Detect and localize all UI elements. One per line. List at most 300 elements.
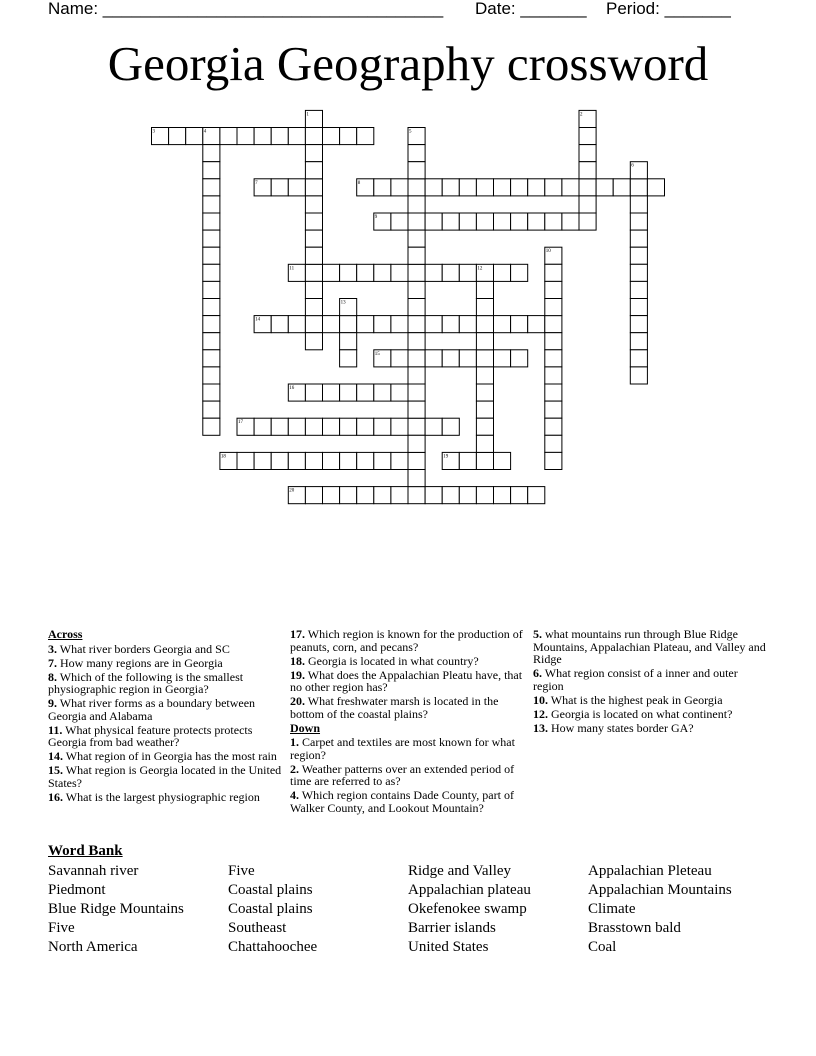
across-clue bbox=[48, 697, 282, 722]
crossword-cell[interactable] bbox=[340, 452, 357, 469]
crossword-cell[interactable] bbox=[630, 281, 647, 298]
word-bank-entry: Coastal plains bbox=[228, 901, 313, 917]
crossword-cell[interactable] bbox=[408, 435, 425, 452]
down-clue bbox=[533, 628, 769, 666]
crossword-cell[interactable] bbox=[459, 316, 476, 333]
down-clue bbox=[533, 667, 769, 692]
crossword-cell[interactable] bbox=[288, 418, 305, 435]
crossword-cell[interactable] bbox=[340, 316, 357, 333]
crossword-cell[interactable] bbox=[494, 350, 511, 367]
clue-number: 16. bbox=[48, 789, 63, 804]
crossword-cell[interactable] bbox=[374, 487, 391, 504]
clue-number: 13. bbox=[533, 720, 548, 735]
across-heading: Across bbox=[48, 627, 83, 641]
crossword-cell[interactable] bbox=[391, 418, 408, 435]
page-title: Georgia Geography crossword bbox=[107, 36, 709, 91]
clue-number: 9. bbox=[48, 696, 57, 710]
crossword-cell[interactable] bbox=[305, 162, 322, 179]
crossword-cell[interactable] bbox=[562, 213, 579, 230]
clue-text: What river forms as a boundary between Georgia and Alabama bbox=[48, 696, 256, 723]
crossword-cell[interactable] bbox=[203, 196, 220, 213]
across-clue bbox=[48, 791, 282, 804]
crossword-cell[interactable] bbox=[476, 213, 493, 230]
crossword-cell[interactable] bbox=[545, 333, 562, 350]
crossword-cell[interactable] bbox=[305, 247, 322, 264]
crossword-cell[interactable] bbox=[203, 316, 220, 333]
crossword-cell[interactable] bbox=[476, 179, 493, 196]
down-clue bbox=[533, 722, 769, 735]
crossword-cell[interactable] bbox=[391, 384, 408, 401]
across-clue bbox=[48, 657, 282, 670]
cell-number-label: 18 bbox=[220, 454, 226, 460]
crossword-cell[interactable] bbox=[305, 264, 322, 281]
crossword-cell[interactable] bbox=[408, 179, 425, 196]
crossword-cell[interactable] bbox=[476, 367, 493, 384]
crossword-cell[interactable] bbox=[237, 128, 254, 145]
crossword-cell[interactable] bbox=[203, 384, 220, 401]
across-clue bbox=[290, 655, 526, 668]
down-clues-column-3 bbox=[533, 628, 769, 736]
crossword-cell[interactable] bbox=[494, 213, 511, 230]
crossword-cell[interactable] bbox=[374, 264, 391, 281]
crossword-cell[interactable] bbox=[545, 418, 562, 435]
crossword-cell[interactable] bbox=[528, 316, 545, 333]
clue-text: Which region contains Dade County, part of Walker County, and Lookout Mountain? bbox=[290, 788, 514, 815]
crossword-cell[interactable] bbox=[271, 179, 288, 196]
clue-number: 18. bbox=[290, 653, 305, 668]
clue-number: 11. bbox=[48, 722, 63, 737]
across-clues-column-2 bbox=[290, 628, 526, 816]
crossword-cell[interactable] bbox=[545, 367, 562, 384]
crossword-cell[interactable] bbox=[442, 179, 459, 196]
crossword-cell[interactable] bbox=[408, 281, 425, 298]
clue-number: 14. bbox=[48, 749, 63, 763]
crossword-cell[interactable] bbox=[271, 128, 288, 145]
cell-number-label: 20 bbox=[289, 488, 295, 494]
crossword-cell[interactable] bbox=[562, 179, 579, 196]
crossword-cell[interactable] bbox=[630, 196, 647, 213]
crossword-cell[interactable] bbox=[374, 418, 391, 435]
across-clue bbox=[290, 628, 526, 653]
down-clue bbox=[290, 763, 526, 788]
crossword-cell[interactable] bbox=[288, 179, 305, 196]
crossword-cell[interactable] bbox=[545, 213, 562, 230]
clue-number: 10. bbox=[533, 692, 548, 707]
word-bank-entry: Okefenokee swamp bbox=[408, 901, 527, 917]
crossword-cell[interactable] bbox=[442, 264, 459, 281]
clue-text: What physical feature protects protects Georgia from bad weather? bbox=[48, 722, 253, 749]
crossword-cell[interactable] bbox=[511, 179, 528, 196]
word-bank-entry: Brasstown bald bbox=[588, 920, 681, 936]
across-clue bbox=[290, 669, 526, 694]
crossword-cell[interactable] bbox=[425, 179, 442, 196]
crossword-cell[interactable] bbox=[459, 350, 476, 367]
crossword-cell[interactable] bbox=[288, 316, 305, 333]
crossword-cell[interactable] bbox=[459, 487, 476, 504]
crossword-cell[interactable] bbox=[545, 299, 562, 316]
crossword-cell[interactable] bbox=[408, 162, 425, 179]
clue-text: Which region is known for the production of peanuts, corn, and pecans? bbox=[290, 627, 523, 654]
crossword-cell[interactable] bbox=[442, 350, 459, 367]
crossword-cell[interactable] bbox=[254, 128, 271, 145]
crossword-cell[interactable] bbox=[476, 384, 493, 401]
crossword-cell[interactable] bbox=[203, 247, 220, 264]
crossword-cell[interactable] bbox=[203, 418, 220, 435]
crossword-cell[interactable] bbox=[545, 350, 562, 367]
crossword-cell[interactable] bbox=[476, 401, 493, 418]
crossword-cell[interactable] bbox=[340, 333, 357, 350]
across-clues-column-1 bbox=[48, 628, 282, 805]
crossword-cell[interactable] bbox=[408, 350, 425, 367]
crossword-cell[interactable] bbox=[630, 367, 647, 384]
name-field-label: Name: ____________________________________ bbox=[48, 0, 444, 18]
word-bank-entry: Coastal plains bbox=[228, 882, 313, 898]
crossword-cell[interactable] bbox=[511, 264, 528, 281]
crossword-cell[interactable] bbox=[442, 316, 459, 333]
crossword-cell[interactable] bbox=[408, 333, 425, 350]
clue-number: 15. bbox=[48, 763, 63, 777]
word-bank-entry: Piedmont bbox=[48, 882, 106, 898]
crossword-cell[interactable] bbox=[459, 452, 476, 469]
crossword-cell[interactable] bbox=[408, 384, 425, 401]
crossword-cell[interactable] bbox=[476, 418, 493, 435]
cell-number-label: 10 bbox=[545, 249, 551, 255]
crossword-cell[interactable] bbox=[340, 350, 357, 367]
crossword-cell[interactable] bbox=[220, 128, 237, 145]
crossword-cell[interactable] bbox=[305, 333, 322, 350]
crossword-cell[interactable] bbox=[340, 487, 357, 504]
crossword-cell[interactable] bbox=[288, 128, 305, 145]
crossword-cell[interactable] bbox=[323, 264, 340, 281]
crossword-cell[interactable] bbox=[545, 264, 562, 281]
crossword-cell[interactable] bbox=[203, 264, 220, 281]
crossword-cell[interactable] bbox=[459, 213, 476, 230]
word-bank-entry: Appalachian plateau bbox=[408, 882, 531, 898]
crossword-cell[interactable] bbox=[305, 384, 322, 401]
crossword-cell[interactable] bbox=[203, 230, 220, 247]
crossword-cell[interactable] bbox=[408, 487, 425, 504]
cell-number-label: 3 bbox=[152, 129, 155, 135]
crossword-cell[interactable] bbox=[528, 179, 545, 196]
crossword-cell[interactable] bbox=[186, 128, 203, 145]
crossword-cell[interactable] bbox=[476, 350, 493, 367]
crossword-cell[interactable] bbox=[357, 384, 374, 401]
crossword-cell[interactable] bbox=[408, 196, 425, 213]
crossword-cell[interactable] bbox=[476, 299, 493, 316]
cell-number-label: 16 bbox=[289, 386, 295, 391]
crossword-cell[interactable] bbox=[408, 401, 425, 418]
crossword-cell[interactable] bbox=[630, 213, 647, 230]
crossword-cell[interactable] bbox=[630, 299, 647, 316]
cell-number-label: 12 bbox=[477, 266, 483, 272]
crossword-cell[interactable] bbox=[596, 179, 613, 196]
crossword-cell[interactable] bbox=[545, 316, 562, 333]
crossword-cell[interactable] bbox=[425, 264, 442, 281]
crossword-cell[interactable] bbox=[305, 128, 322, 145]
crossword-cell[interactable] bbox=[408, 145, 425, 162]
cell-number-label: 13 bbox=[340, 300, 346, 306]
word-bank-entry: Chattahoochee bbox=[228, 939, 318, 955]
down-clue bbox=[533, 694, 769, 707]
crossword-cell[interactable] bbox=[528, 487, 545, 504]
crossword-cell[interactable] bbox=[203, 299, 220, 316]
word-bank-entry: Barrier islands bbox=[408, 920, 496, 936]
crossword-cell[interactable] bbox=[203, 179, 220, 196]
crossword-cell[interactable] bbox=[579, 128, 596, 145]
crossword-cell[interactable] bbox=[288, 452, 305, 469]
word-bank-entry: Appalachian Pleteau bbox=[588, 863, 712, 879]
crossword-cell[interactable] bbox=[545, 435, 562, 452]
crossword-cell[interactable] bbox=[476, 316, 493, 333]
cell-number-label: 1 bbox=[306, 112, 309, 118]
crossword-cell[interactable] bbox=[630, 247, 647, 264]
crossword-cell[interactable] bbox=[425, 350, 442, 367]
crossword-cell[interactable] bbox=[391, 213, 408, 230]
word-bank-entry: Savannah river bbox=[48, 863, 139, 879]
crossword-cell[interactable] bbox=[357, 264, 374, 281]
word-bank-entry: Southeast bbox=[228, 920, 287, 936]
crossword-cell[interactable] bbox=[323, 487, 340, 504]
crossword-cell[interactable] bbox=[203, 350, 220, 367]
across-clue bbox=[48, 724, 282, 749]
crossword-cell[interactable] bbox=[545, 281, 562, 298]
crossword-cell[interactable] bbox=[391, 264, 408, 281]
crossword-cell[interactable] bbox=[323, 316, 340, 333]
crossword-cell[interactable] bbox=[340, 264, 357, 281]
crossword-cell[interactable] bbox=[408, 452, 425, 469]
period-field-label: Period: _______ bbox=[606, 0, 731, 18]
crossword-cell[interactable] bbox=[305, 179, 322, 196]
word-bank-entry: Blue Ridge Mountains bbox=[48, 901, 184, 917]
clue-text: What region is Georgia located in the United States? bbox=[48, 763, 282, 790]
down-clue bbox=[290, 789, 526, 814]
crossword-cell[interactable] bbox=[323, 418, 340, 435]
crossword-cell[interactable] bbox=[203, 213, 220, 230]
crossword-cell[interactable] bbox=[203, 333, 220, 350]
crossword-cell[interactable] bbox=[408, 264, 425, 281]
crossword-cell[interactable] bbox=[305, 299, 322, 316]
across-clue bbox=[48, 671, 282, 696]
word-bank-entry: Appalachian Mountains bbox=[588, 882, 732, 898]
crossword-cell[interactable] bbox=[271, 418, 288, 435]
clue-text: What region of in Georgia has the most rain bbox=[65, 749, 277, 763]
crossword-cell[interactable] bbox=[323, 452, 340, 469]
crossword-cell[interactable] bbox=[459, 264, 476, 281]
crossword-cell[interactable] bbox=[305, 418, 322, 435]
word-bank-entry: United States bbox=[408, 939, 489, 955]
crossword-cell[interactable] bbox=[511, 213, 528, 230]
crossword-cell[interactable] bbox=[305, 281, 322, 298]
crossword-cell[interactable] bbox=[408, 213, 425, 230]
clue-text: What region consist of a inner and outer region bbox=[533, 666, 738, 693]
crossword-cell[interactable] bbox=[254, 418, 271, 435]
cell-number-label: 17 bbox=[238, 420, 243, 426]
crossword-cell[interactable] bbox=[442, 418, 459, 435]
crossword-cell[interactable] bbox=[391, 316, 408, 333]
cell-number-label: 14 bbox=[255, 317, 261, 323]
crossword-cell[interactable] bbox=[630, 333, 647, 350]
clue-number: 17. bbox=[290, 627, 305, 641]
crossword-cell[interactable] bbox=[511, 316, 528, 333]
crossword-cell[interactable] bbox=[476, 281, 493, 298]
cell-number-label: 2 bbox=[580, 112, 583, 118]
crossword-cell[interactable] bbox=[374, 316, 391, 333]
crossword-cell[interactable] bbox=[203, 401, 220, 418]
crossword-cell[interactable] bbox=[237, 452, 254, 469]
crossword-cell[interactable] bbox=[271, 316, 288, 333]
clue-text: Carpet and textiles are most known for what region? bbox=[290, 735, 515, 762]
crossword-cell[interactable] bbox=[357, 418, 374, 435]
crossword-cell[interactable] bbox=[408, 299, 425, 316]
crossword-cell[interactable] bbox=[323, 384, 340, 401]
crossword-cell[interactable] bbox=[579, 179, 596, 196]
crossword-cell[interactable] bbox=[323, 128, 340, 145]
crossword-cell[interactable] bbox=[408, 247, 425, 264]
crossword-cell[interactable] bbox=[305, 452, 322, 469]
crossword-cell[interactable] bbox=[442, 213, 459, 230]
clue-text: what mountains run through Blue Ridge Mountains, Appalachian Plateau, and Valley and Ridge bbox=[533, 627, 766, 666]
crossword-cell[interactable] bbox=[254, 452, 271, 469]
crossword-cell[interactable] bbox=[391, 179, 408, 196]
crossword-cell[interactable] bbox=[545, 401, 562, 418]
crossword-cell[interactable] bbox=[305, 230, 322, 247]
clue-number: 2. bbox=[290, 761, 299, 776]
crossword-cell[interactable] bbox=[630, 316, 647, 333]
crossword-cell[interactable] bbox=[494, 179, 511, 196]
crossword-cell[interactable] bbox=[476, 452, 493, 469]
crossword-cell[interactable] bbox=[305, 487, 322, 504]
crossword-cell[interactable] bbox=[630, 350, 647, 367]
crossword-cell[interactable] bbox=[340, 384, 357, 401]
crossword-cell[interactable] bbox=[305, 316, 322, 333]
crossword-cell[interactable] bbox=[545, 452, 562, 469]
crossword-cell[interactable] bbox=[425, 316, 442, 333]
cell-number-label: 4 bbox=[203, 129, 207, 135]
crossword-cell[interactable] bbox=[357, 452, 374, 469]
clue-text: Which of the following is the smallest physiographic region in Georgia? bbox=[48, 669, 244, 696]
crossword-cell[interactable] bbox=[374, 384, 391, 401]
clue-text: Georgia is located in what country? bbox=[308, 653, 479, 668]
crossword-cell[interactable] bbox=[408, 367, 425, 384]
clue-text: What does the Appalachian Pleatu have, that no other region has? bbox=[290, 667, 523, 694]
crossword-cell[interactable] bbox=[408, 316, 425, 333]
crossword-cell[interactable] bbox=[442, 487, 459, 504]
crossword-cell[interactable] bbox=[494, 264, 511, 281]
crossword-cell[interactable] bbox=[169, 128, 186, 145]
down-clue bbox=[290, 736, 526, 761]
crossword-cell[interactable] bbox=[459, 179, 476, 196]
crossword-cell[interactable] bbox=[408, 470, 425, 487]
clue-number: 6. bbox=[533, 666, 542, 680]
crossword-cell[interactable] bbox=[630, 230, 647, 247]
crossword-cell[interactable] bbox=[528, 213, 545, 230]
cell-number-label: 6 bbox=[631, 163, 634, 169]
clue-text: What freshwater marsh is located in the bottom of the coastal plains? bbox=[290, 694, 499, 721]
crossword-cell[interactable] bbox=[476, 487, 493, 504]
clue-number: 5. bbox=[533, 627, 542, 641]
word-bank-heading: Word Bank bbox=[48, 843, 123, 859]
crossword-cell[interactable] bbox=[579, 145, 596, 162]
across-clue bbox=[48, 750, 282, 763]
date-field-label: Date: _______ bbox=[475, 0, 587, 18]
clue-number: 20. bbox=[290, 694, 305, 708]
cell-number-label: 8 bbox=[357, 180, 361, 186]
down-heading: Down bbox=[290, 720, 321, 735]
crossword-cell[interactable] bbox=[545, 384, 562, 401]
crossword-cell[interactable] bbox=[203, 162, 220, 179]
crossword-cell[interactable] bbox=[340, 418, 357, 435]
crossword-cell[interactable] bbox=[476, 435, 493, 452]
crossword-cell[interactable] bbox=[425, 418, 442, 435]
crossword-cell[interactable] bbox=[340, 128, 357, 145]
crossword-cell[interactable] bbox=[408, 230, 425, 247]
clue-number: 8. bbox=[48, 669, 57, 684]
crossword-cell[interactable] bbox=[494, 487, 511, 504]
crossword-cell[interactable] bbox=[425, 213, 442, 230]
crossword-cell[interactable] bbox=[511, 487, 528, 504]
crossword-cell[interactable] bbox=[630, 179, 647, 196]
crossword-cell[interactable] bbox=[305, 213, 322, 230]
crossword-cell[interactable] bbox=[374, 179, 391, 196]
crossword-cell[interactable] bbox=[305, 145, 322, 162]
crossword-cell[interactable] bbox=[203, 367, 220, 384]
crossword-cell[interactable] bbox=[579, 213, 596, 230]
word-bank-entry: Coal bbox=[588, 939, 617, 955]
word-bank-entry: Climate bbox=[588, 901, 636, 917]
crossword-cell[interactable] bbox=[545, 179, 562, 196]
clue-number: 3. bbox=[48, 641, 57, 656]
clue-text: How many states border GA? bbox=[551, 720, 694, 735]
crossword-cell[interactable] bbox=[357, 487, 374, 504]
crossword-cell[interactable] bbox=[630, 264, 647, 281]
clue-text: Weather patterns over an extended period of time are referred to as? bbox=[290, 761, 515, 788]
crossword-cell[interactable] bbox=[271, 452, 288, 469]
crossword-cell[interactable] bbox=[391, 452, 408, 469]
clue-number: 12. bbox=[533, 706, 548, 721]
crossword-cell[interactable] bbox=[203, 145, 220, 162]
crossword-cell[interactable] bbox=[494, 452, 511, 469]
clue-number: 19. bbox=[290, 667, 305, 682]
crossword-cell[interactable] bbox=[613, 179, 630, 196]
crossword-cell[interactable] bbox=[203, 281, 220, 298]
crossword-cell[interactable] bbox=[476, 333, 493, 350]
crossword-cell[interactable] bbox=[357, 316, 374, 333]
crossword-cell[interactable] bbox=[647, 179, 664, 196]
crossword-cell[interactable] bbox=[408, 418, 425, 435]
word-bank-entry: Ridge and Valley bbox=[408, 863, 512, 879]
crossword-cell[interactable] bbox=[579, 196, 596, 213]
cell-number-label: 5 bbox=[409, 129, 412, 135]
crossword-cell[interactable] bbox=[305, 196, 322, 213]
down-clue bbox=[533, 708, 769, 721]
clue-number: 1. bbox=[290, 735, 299, 749]
crossword-cell[interactable] bbox=[374, 452, 391, 469]
word-bank-entry: Five bbox=[48, 920, 75, 936]
crossword-cell[interactable] bbox=[391, 487, 408, 504]
crossword-cell[interactable] bbox=[391, 350, 408, 367]
across-clue bbox=[48, 643, 282, 656]
word-bank-entry: North America bbox=[48, 939, 138, 955]
cell-number-label: 19 bbox=[443, 454, 449, 460]
crossword-cell[interactable] bbox=[494, 316, 511, 333]
crossword-cell[interactable] bbox=[579, 162, 596, 179]
crossword-cell[interactable] bbox=[425, 487, 442, 504]
clue-number: 7. bbox=[48, 655, 57, 670]
crossword-cell[interactable] bbox=[511, 350, 528, 367]
crossword-cell[interactable] bbox=[357, 128, 374, 145]
clue-text: How many regions are in Georgia bbox=[60, 655, 223, 670]
clue-text: What is the largest physiographic region bbox=[65, 789, 260, 804]
